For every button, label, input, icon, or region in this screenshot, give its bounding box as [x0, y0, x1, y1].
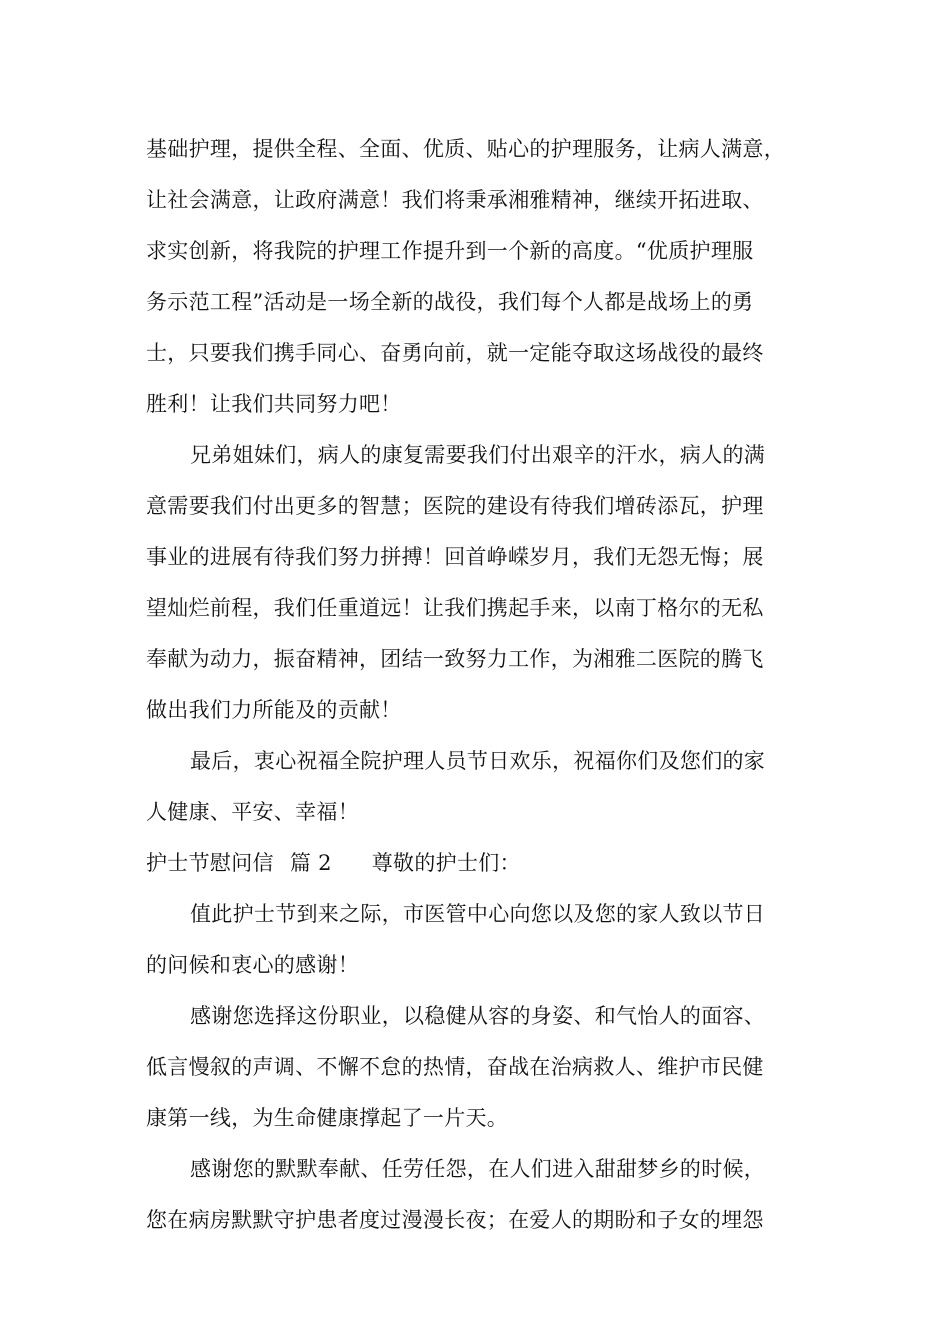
paragraph-start-line: 感谢您选择这份职业，以稳健从容的身姿、和气怡人的面容、 [190, 1004, 766, 1028]
text-line: 士，只要我们携手同心、奋勇向前，就一定能夺取这场战役的最终 [146, 341, 764, 365]
text-line: 务示范工程”活动是一场全新的战役，我们每个人都是战场上的勇 [146, 290, 754, 314]
salutation: 尊敬的护士们： [371, 851, 521, 875]
text-line: 康第一线，为生命健康撑起了一片天。 [146, 1106, 509, 1130]
paragraph-start-line: 最后，衷心祝福全院护理人员节日欢乐，祝福你们及您们的家 [190, 749, 766, 773]
text-line: 低言慢叙的声调、不懈不怠的热情，奋战在治病救人、维护市民健 [146, 1055, 764, 1079]
text-line: 做出我们力所能及的贡献！ [146, 698, 402, 722]
text-line: 望灿烂前程，我们任重道远！让我们携起手来，以南丁格尔的无私 [146, 596, 764, 620]
text-line: 意需要我们付出更多的智慧；医院的建设有待我们增砖添瓦，护理 [146, 494, 764, 518]
text-line: 胜利！让我们共同努力吧！ [146, 392, 402, 416]
section-part-label: 篇 2 [289, 851, 332, 875]
paragraph-start-line: 感谢您的默默奉献、任劳任怨，在人们进入甜甜梦乡的时候， [190, 1157, 766, 1181]
paragraph-start-line: 值此护士节到来之际，市医管中心向您以及您的家人致以节日 [190, 902, 766, 926]
paragraph-start-line: 兄弟姐妹们，病人的康复需要我们付出艰辛的汗水，病人的满 [190, 443, 766, 467]
text-line: 奉献为动力，振奋精神，团结一致努力工作，为湘雅二医院的腾飞 [146, 647, 764, 671]
section-heading-line [146, 838, 826, 889]
text-line: 求实创新，将我院的护理工作提升到一个新的高度。“优质护理服 [146, 239, 754, 263]
text-line: 的问候和衷心的感谢！ [146, 953, 359, 977]
text-line: 让社会满意，让政府满意！我们将秉承湘雅精神，继续开拓进取、 [146, 188, 764, 212]
text-line: 基础护理，提供全程、全面、优质、贴心的护理服务，让病人满意， [146, 137, 785, 161]
document-body [146, 124, 826, 1246]
text-line: 您在病房默默守护患者度过漫漫长夜；在爱人的期盼和子女的埋怨 [146, 1208, 764, 1232]
text-line: 事业的进展有待我们努力拼搏！回首峥嵘岁月，我们无怨无悔；展 [146, 545, 764, 569]
text-line: 人健康、平安、幸福！ [146, 800, 359, 824]
section-title: 护士节慰问信 [146, 851, 274, 875]
